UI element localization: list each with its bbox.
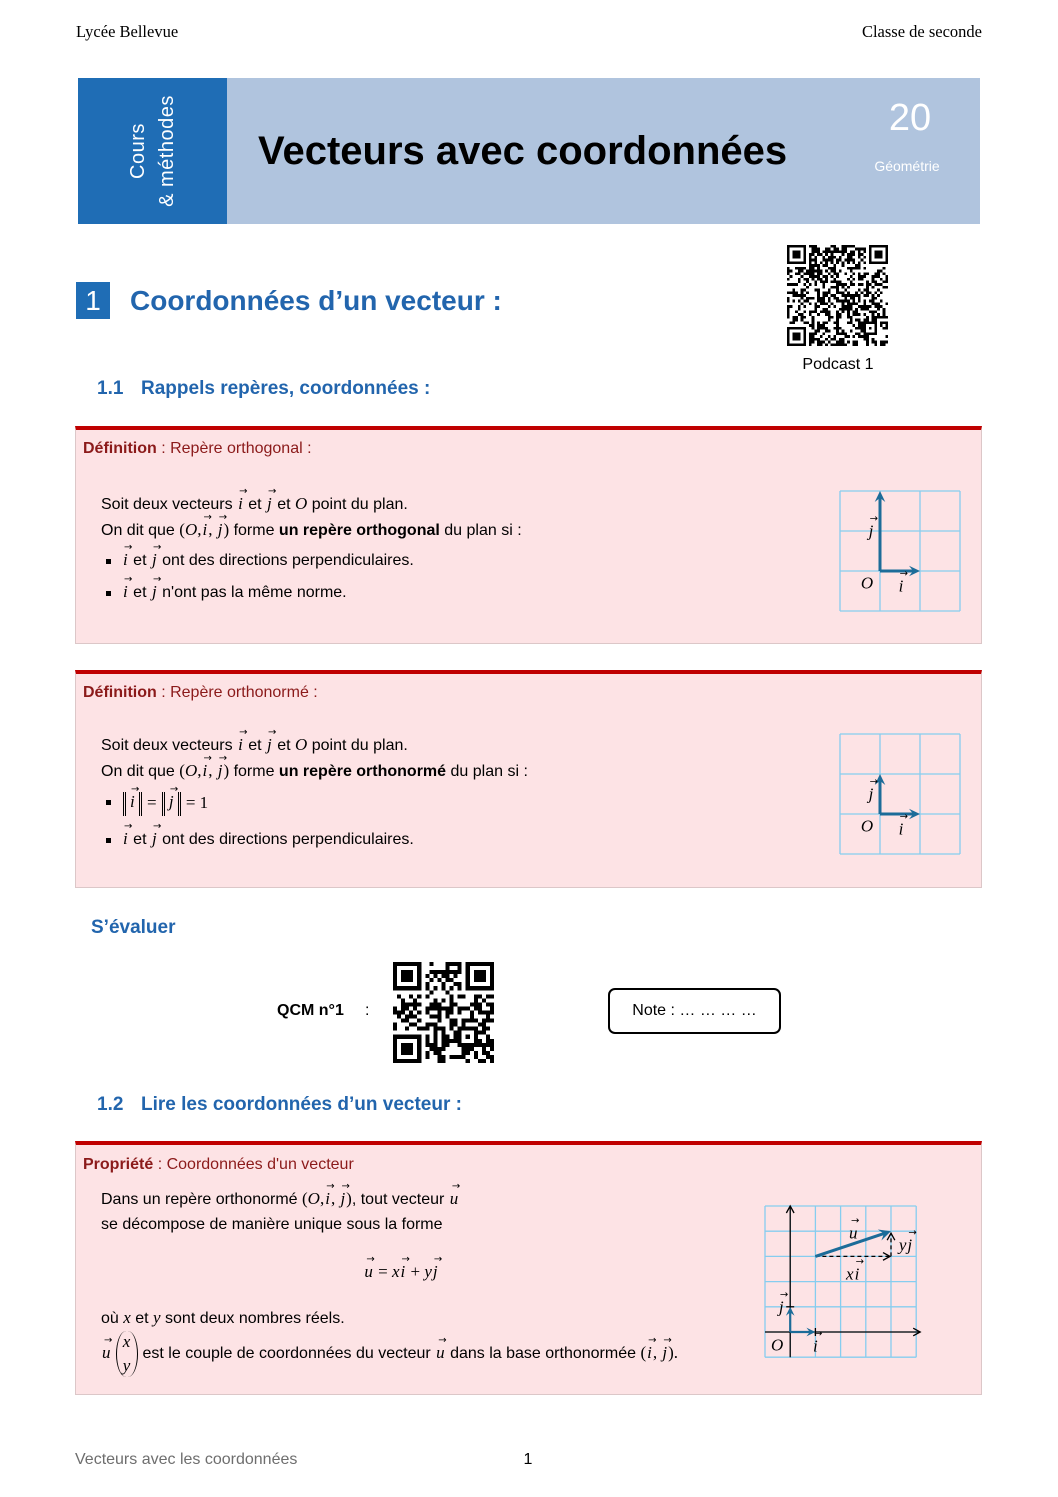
math-symbol: y (153, 1308, 161, 1327)
bold-text: un repère orthonormé (278, 763, 447, 780)
bullet-text (122, 831, 414, 848)
math-symbol: O (184, 761, 198, 780)
math-operator: , (652, 1343, 662, 1363)
bullet-icon (106, 800, 111, 805)
math-operator: ( (179, 761, 185, 780)
property-box-coordinates (75, 1141, 982, 1395)
math-symbol: x (391, 1262, 400, 1281)
text-line (101, 735, 408, 756)
text-line (101, 494, 408, 515)
math-operator: ( (302, 1189, 308, 1208)
math-operator: ( (640, 1343, 647, 1363)
bullet-icon (106, 591, 111, 596)
vector-symbol: → j (868, 786, 875, 804)
category-label (124, 71, 182, 231)
vector-symbol: → i (201, 521, 208, 539)
bullet-text (122, 552, 414, 569)
coordinate-x: x (122, 1332, 131, 1351)
vector-symbol: → u (449, 1190, 460, 1208)
math-operator: , (319, 1189, 325, 1208)
text-run: On dit que (101, 522, 180, 539)
text-run: et (243, 737, 267, 754)
section-number-badge: 1 (76, 282, 110, 319)
bullet-text (122, 792, 209, 813)
subsection-number: 1.1 (97, 378, 124, 399)
chapter-title: Vecteurs avec coordonnées (258, 129, 788, 173)
vector-symbol: → j (217, 521, 224, 539)
definition-box-orthogonal (75, 426, 982, 644)
math-operator: , (197, 520, 202, 539)
box-kind: Propriété (83, 1156, 154, 1173)
math-operator: , (208, 761, 217, 780)
bullet-icon (106, 559, 111, 564)
math-symbol: O (184, 520, 198, 539)
vector-symbol: → u (363, 1263, 374, 1281)
text-line (101, 1215, 443, 1235)
text-line (101, 761, 528, 782)
subsection-heading (97, 378, 430, 400)
box-subtitle: : Repère orthogonal : (156, 440, 312, 457)
self-assessment-title: S’évaluer (91, 917, 176, 938)
vector-symbol: → u (101, 1344, 112, 1362)
text-run: où (101, 1310, 124, 1327)
chapter-number: 20 (888, 97, 932, 139)
score-box (608, 988, 781, 1034)
bullet-icon (106, 838, 111, 843)
label-vector-i (812, 1338, 819, 1357)
math-operator: = (142, 793, 161, 813)
box-kind: Définition (83, 684, 157, 701)
qr-code-quiz (393, 962, 494, 1063)
coefficient: x (846, 1264, 854, 1284)
vector-symbol: → j (151, 551, 158, 569)
vector-symbol: → i (237, 736, 244, 754)
text-line (101, 520, 522, 541)
vector-symbol: → u (848, 1224, 859, 1242)
text-run: n'ont pas la même norme. (157, 584, 347, 601)
chapter-banner (78, 78, 980, 224)
vector-symbol: → j (217, 762, 224, 780)
math-operator: ) (346, 1189, 352, 1208)
bullet-item (122, 792, 208, 816)
figure-orthonormal-frame (837, 731, 969, 857)
text-run: et (243, 496, 267, 513)
text-run: ont des directions perpendiculaires. (157, 831, 414, 848)
vector-symbol: → i (646, 1344, 653, 1362)
math-operator: ) (223, 761, 230, 780)
subsection-number: 1.2 (97, 1094, 124, 1115)
text-run: et (128, 584, 151, 601)
category-line: & méthodes (155, 95, 178, 207)
box-title (83, 683, 318, 703)
math-operator: + (406, 1262, 425, 1281)
coefficient: y (898, 1235, 907, 1255)
vector-symbol: → i (400, 1263, 407, 1281)
text-run: Dans un repère orthonormé (101, 1191, 302, 1208)
text-run: point du plan. (307, 496, 408, 513)
figure-orthogonal-frame (837, 488, 969, 614)
label-vector-i (898, 578, 905, 597)
math-operator: = 1 (181, 793, 209, 813)
vector-symbol: → i (812, 1338, 819, 1356)
text-run: , tout vecteur (351, 1191, 449, 1208)
math-symbol: O (771, 1335, 784, 1355)
text-run: forme (229, 522, 279, 539)
score-label: Note : … … … … (632, 1002, 757, 1019)
text-run: et (272, 737, 296, 754)
math-symbol: x (123, 1308, 131, 1327)
vector-symbol: → j (151, 830, 158, 848)
figure-vector-decomposition (762, 1203, 925, 1360)
label-vector-j (868, 523, 875, 542)
vector-symbol: → j (432, 1263, 439, 1281)
vector-symbol: → j (168, 793, 175, 811)
math-symbol: y (424, 1262, 432, 1281)
section-title: Coordonnées d’un vecteur : (130, 285, 502, 316)
quiz-label: QCM n°1 (277, 1002, 344, 1019)
math-symbol: O (860, 816, 874, 836)
bold-text: un repère orthogonal (278, 522, 440, 539)
qr-code-podcast (787, 245, 888, 346)
bullet-item (122, 551, 414, 571)
text-run: point du plan. (307, 737, 408, 754)
math-operator: = (373, 1262, 392, 1281)
category-block (78, 78, 227, 224)
math-symbol: O (295, 494, 308, 513)
label-origin (861, 818, 873, 837)
label-origin (771, 1337, 783, 1356)
math-operator: ) (223, 520, 230, 539)
text-run: du plan si : (439, 522, 522, 539)
box-subtitle: : Repère orthonormé : (156, 684, 318, 701)
vector-symbol: → i (129, 793, 136, 811)
text-run: Soit deux vecteurs (101, 737, 238, 754)
quiz-separator: : (365, 1002, 370, 1019)
box-title (83, 439, 312, 459)
qr-caption: Podcast 1 (802, 356, 874, 373)
bullet-text (122, 584, 347, 601)
figure-canvas (762, 1203, 925, 1360)
math-operator: , (208, 520, 217, 539)
text-run: et (128, 831, 151, 848)
decomposition-formula (363, 1262, 438, 1283)
vector-symbol: → j (778, 1298, 785, 1316)
math-symbol: O (307, 1189, 320, 1208)
text-run: et (130, 1310, 154, 1327)
vector-symbol: → j (906, 1236, 913, 1254)
label-origin (861, 575, 873, 594)
math-operator: , (330, 1189, 340, 1208)
box-kind: Définition (83, 440, 157, 457)
label-vector-j (868, 786, 875, 805)
subsection-title: Rappels repères, coordonnées : (141, 378, 431, 399)
vector-symbol: → i (122, 551, 129, 569)
vector-symbol: → i (237, 495, 244, 513)
vector-symbol: → j (266, 495, 273, 513)
vector-symbol: → i (898, 821, 905, 839)
text-run: est le couple de coordonnées du vecteur (142, 1345, 436, 1363)
subsection-title: Lire les coordonnées d’un vecteur : (141, 1094, 462, 1115)
label-vector-i (898, 821, 905, 840)
coordinate-column (116, 1331, 138, 1377)
category-line: Cours (126, 123, 149, 179)
class-level: Classe de seconde (861, 22, 982, 41)
math-operator: ( (179, 520, 185, 539)
vector-symbol: → i (324, 1190, 331, 1208)
vector-symbol: → u (435, 1344, 446, 1362)
vector-symbol: → i (854, 1266, 861, 1284)
qr-code-image (393, 962, 494, 1063)
bullet-item (122, 583, 347, 603)
label-y-component (899, 1236, 913, 1255)
vector-symbol: → i (898, 578, 905, 596)
subsection-heading (97, 1094, 462, 1116)
text-run: du plan si : (446, 763, 528, 780)
coordinate-y: y (122, 1356, 131, 1375)
text-run: On dit que (101, 763, 180, 780)
vector-symbol: → j (661, 1344, 668, 1362)
vector-symbol: → i (201, 762, 208, 780)
text-run: dans la base orthonormée (445, 1345, 641, 1363)
bullet-item (122, 830, 414, 850)
text-run: forme (229, 763, 279, 780)
math-symbol: O (295, 735, 308, 754)
school-name: Lycée Bellevue (76, 22, 179, 41)
footer-document-title: Vecteurs avec les coordonnées (75, 1451, 298, 1468)
vector-symbol: → j (151, 583, 158, 601)
text-run: et (272, 496, 296, 513)
math-operator: , (197, 761, 202, 780)
math-symbol: O (860, 573, 874, 593)
label-vector-j (778, 1298, 785, 1317)
norm-expression (123, 792, 142, 816)
norm-expression (162, 792, 181, 816)
text-line (101, 1189, 459, 1210)
text-line (101, 1331, 678, 1377)
text-run: se décompose de manière unique sous la forme (101, 1216, 443, 1233)
chapter-theme: Géométrie (874, 158, 940, 174)
text-run: et (128, 552, 151, 569)
text-line (101, 1308, 345, 1329)
box-subtitle: : Coordonnées d'un vecteur (153, 1156, 354, 1173)
qr-code-image (787, 245, 888, 346)
vector-symbol: → i (122, 583, 129, 601)
vector-symbol: → j (266, 736, 273, 754)
text-run: Soit deux vecteurs (101, 496, 238, 513)
vector-symbol: → i (122, 830, 129, 848)
definition-box-orthonormal (75, 670, 982, 888)
vector-symbol: → j (339, 1190, 346, 1208)
page-number: 1 (523, 1451, 533, 1468)
label-x-component (846, 1266, 860, 1285)
vector-symbol: → j (868, 523, 875, 541)
text-run: ont des directions perpendiculaires. (157, 552, 414, 569)
box-title (83, 1155, 354, 1175)
text-run: sont deux nombres réels. (160, 1310, 345, 1327)
math-operator: ). (668, 1343, 678, 1363)
label-vector-u (848, 1224, 859, 1243)
